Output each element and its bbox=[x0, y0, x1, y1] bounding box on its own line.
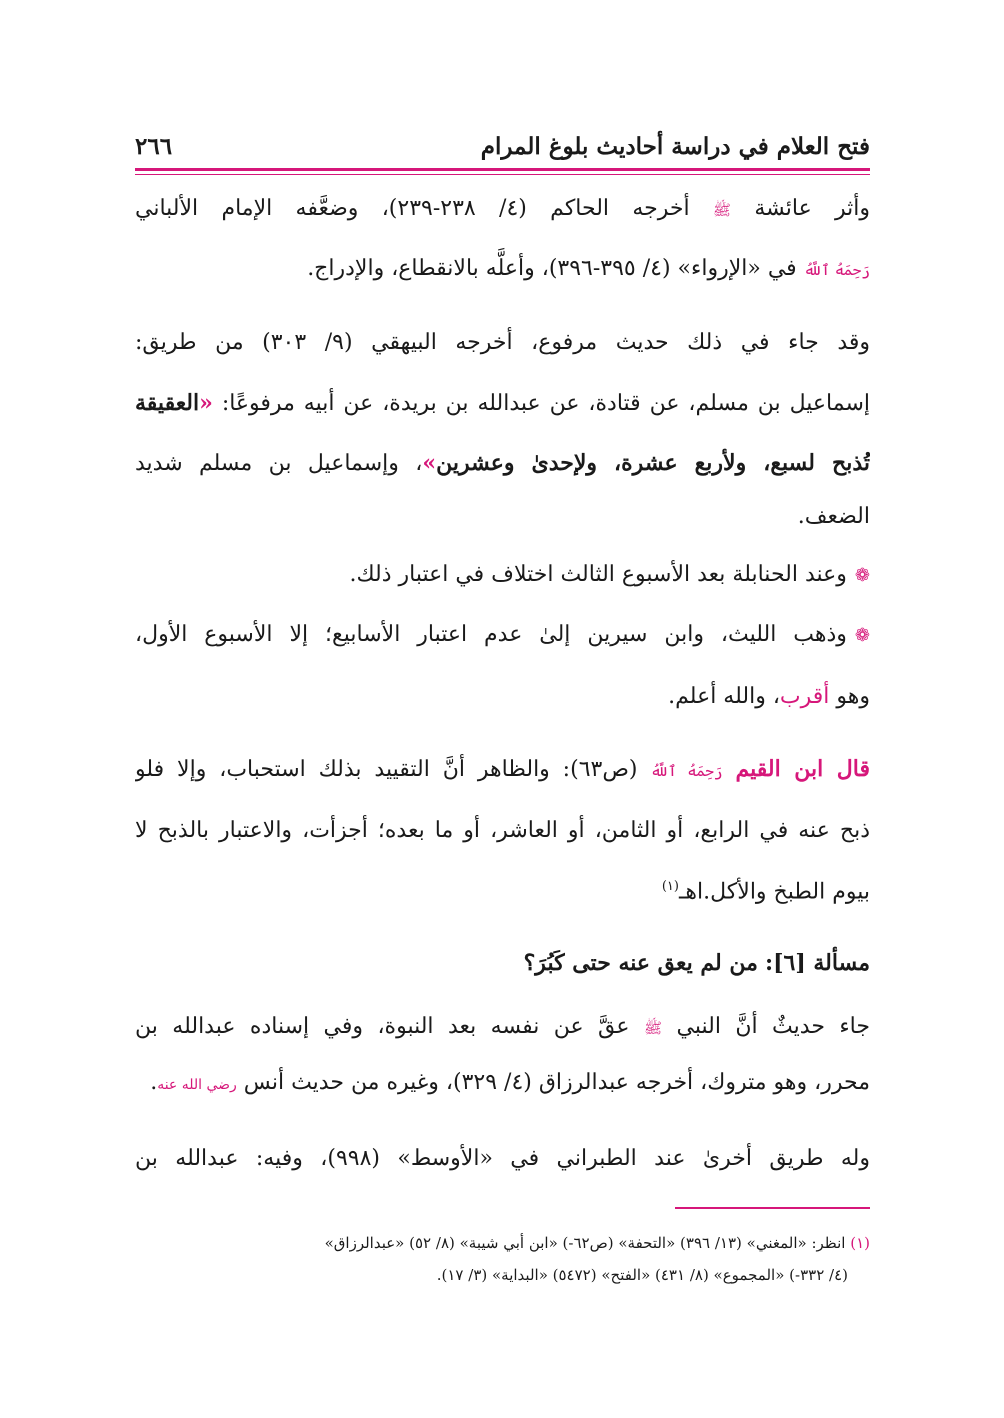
honorific-glyph: ﷺ bbox=[712, 201, 732, 219]
text-run: (ص٦٣): والظاهر أنَّ التقييد بذلك استحباب، وإلا فلو bbox=[135, 757, 638, 782]
footnote-text: انظر: «المغني» (١٣/ ٣٩٦) «التحفة» (ص٦٢-) «ابن أبي شيبة» (٨/ ٥٢) «عبدالرزاق» bbox=[324, 1234, 846, 1252]
text-line bbox=[135, 862, 870, 912]
text-line bbox=[135, 492, 870, 542]
honorific-glyph: رضي الله عنه bbox=[157, 1077, 237, 1093]
text-run: محرر، وهو متروك، أخرجه عبدالرزاق (٤/ ٣٢٩)، وغيره من حديث أنس bbox=[243, 1070, 870, 1095]
text-run: وعند الحنابلة بعد الأسبوع الثالث اختلاف في اعتبار ذلك. bbox=[349, 562, 847, 587]
text-run: أخرجه الحاكم (٤/ ٢٣٨-٢٣٩)، وضعَّفه الإمام الألباني bbox=[135, 196, 690, 221]
text-run: وله طريق أخرىٰ عند الطبراني في «الأوسط» (٩٩٨)، وفيه: عبدالله بن bbox=[135, 1146, 870, 1171]
honorific-glyph: ﷺ bbox=[643, 1019, 663, 1037]
bullet-item bbox=[135, 550, 870, 600]
quote-mark: « bbox=[199, 390, 213, 416]
text-line bbox=[135, 244, 870, 294]
text-run: بيوم الطبخ والأكل.اهـ bbox=[678, 879, 870, 905]
text-run: عقَّ عن نفسه بعد النبوة، وفي إسناده عبدالله بن bbox=[135, 1014, 630, 1039]
honorific-glyph: رَحِمَهُ ٱللَّهُ bbox=[650, 762, 723, 780]
issue-title: من لم يعق عنه حتى كَبُرَ؟ bbox=[523, 950, 758, 976]
footnote-number: (١) bbox=[850, 1234, 870, 1252]
footnote-line bbox=[135, 1260, 870, 1290]
text-run: ، والله أعلم. bbox=[668, 684, 780, 709]
text-run: ذبح عنه في الرابع، أو الثامن، أو العاشر، أو ما بعده؛ أجزأت، والاعتبار بالذبح لا bbox=[135, 818, 870, 843]
text-line bbox=[135, 806, 870, 856]
hadith-text-start: العقيقة bbox=[135, 390, 200, 416]
issue-heading bbox=[135, 938, 870, 988]
footnote-line bbox=[135, 1228, 870, 1258]
footnote-ref[interactable]: (١) bbox=[661, 879, 679, 894]
text-line bbox=[135, 318, 870, 368]
text-line bbox=[135, 184, 870, 234]
text-run: وهو bbox=[836, 684, 870, 709]
header-rule-thick bbox=[135, 168, 870, 171]
text-line bbox=[135, 1134, 870, 1184]
hadith-text: تُذبح لسبع، ولأربع عشرة، ولإحدىٰ وعشرين bbox=[436, 450, 870, 476]
book-title: فتح العلام في دراسة أحاديث بلوغ المرام bbox=[480, 132, 870, 160]
text-run: ، وإسماعيل بن مسلم شديد bbox=[135, 451, 423, 476]
footnote-text: (٤/ ٣٣٢-) «المجموع» (٨/ ٤٣١) «الفتح» (٥٤٧٢) «البداية» (٣/ ١٧). bbox=[436, 1266, 848, 1284]
text-line bbox=[135, 378, 870, 428]
issue-label: مسألة [٦]: bbox=[764, 950, 870, 976]
footnote-separator bbox=[675, 1207, 870, 1209]
text-run: الضعف. bbox=[797, 504, 870, 529]
text-run: . bbox=[150, 1070, 158, 1095]
text-run: إسماعيل بن مسلم، عن قتادة، عن عبدالله بن بريدة، عن أبيه مرفوعًا: bbox=[221, 391, 870, 416]
text-line bbox=[135, 1002, 870, 1052]
text-line bbox=[135, 672, 870, 722]
header-rule-thin bbox=[135, 174, 870, 175]
text-run: وذهب الليث، وابن سيرين إلىٰ عدم اعتبار الأسابيع؛ إلا الأسبوع الأول، bbox=[135, 622, 847, 647]
text-run: في «الإرواء» (٤/ ٣٩٥-٣٩٦)، وأعلَّه بالانقطاع، والإدراج. bbox=[307, 256, 797, 281]
speaker-name: قال ابن القيم bbox=[735, 756, 870, 782]
highlighted-word: أقرب bbox=[779, 684, 830, 709]
text-run: وقد جاء في ذلك حديث مرفوع، أخرجه البيهقي (٩/ ٣٠٣) من طريق: bbox=[135, 330, 870, 355]
text-run: جاء حديثٌ أنَّ النبي bbox=[676, 1014, 870, 1039]
bullet-item bbox=[135, 610, 870, 660]
text-line bbox=[135, 744, 870, 794]
running-header bbox=[135, 128, 870, 164]
page-number: ٢٦٦ bbox=[135, 132, 173, 160]
honorific-glyph: رَحِمَهُ ٱللَّهُ bbox=[803, 261, 870, 279]
flower-bullet-icon: ❁ bbox=[854, 625, 870, 646]
text-line bbox=[135, 438, 870, 488]
text-run: وأثر عائشة bbox=[754, 196, 870, 221]
flower-bullet-icon: ❁ bbox=[854, 565, 870, 586]
quote-mark: » bbox=[422, 450, 437, 476]
text-line bbox=[135, 1058, 870, 1108]
